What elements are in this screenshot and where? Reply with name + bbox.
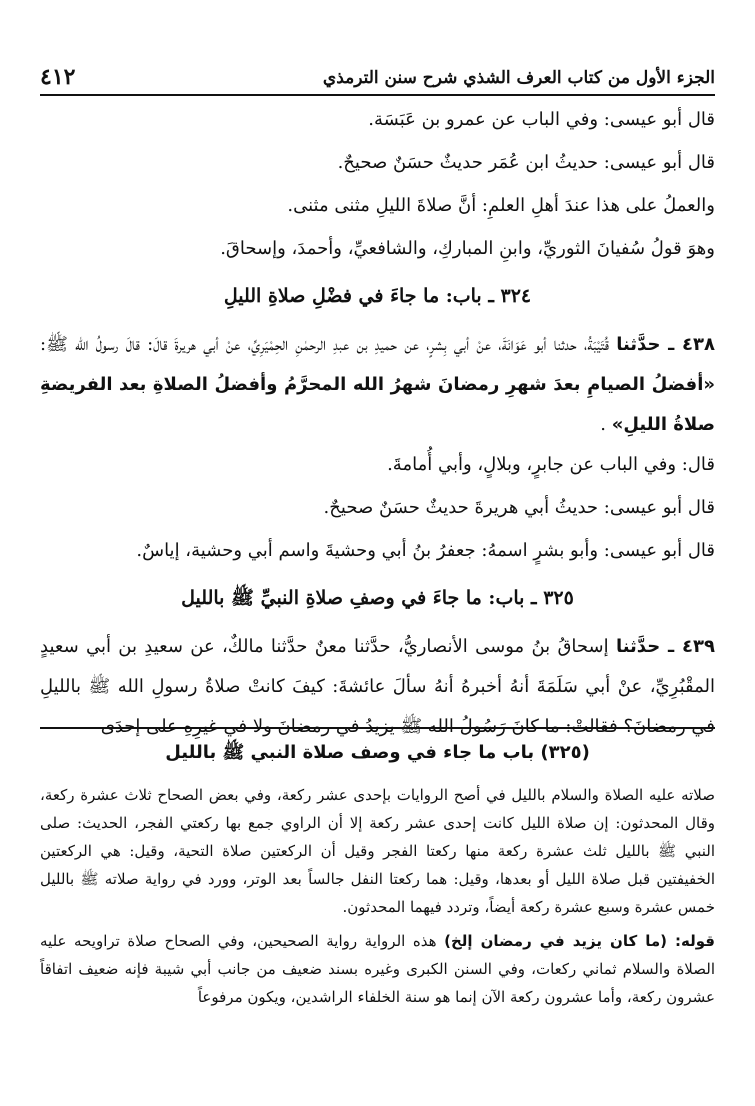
page-number: ٤١٢ xyxy=(40,64,76,90)
text-line: والعملُ على هذا عندَ أهلِ العلمِ: أنَّ صلاةَ الليلِ مثنى مثنى. xyxy=(287,195,715,216)
running-title: الجزء الأول من كتاب العرف الشذي شرح سنن الترمذي xyxy=(322,68,715,88)
hadith-quote: «أفضلُ الصيامِ بعدَ شهرِ رمضانَ شهرُ الله المحرَّمُ وأفضلُ الصلاةِ بعد الفريضةِ صلاةُ الليلِ» xyxy=(40,374,715,435)
text-line: قال أبو عيسى: وفي الباب عن عمرو بن عَبَسَة. xyxy=(368,109,715,130)
commentary-text: هذه الرواية رواية الصحيحين، وفي الصحاح صلاة تراويحه عليه الصلاة والسلام ثماني ركعات، وفي السنن الكبرى وغيره بسند ضعيف من جانب أبي شيبة فإنه ضعيف اتفاقاً عشرون ركعة، وأما عشرون ركعة الآن إنما هو سنة الخلفاء الراشدين، ويكون مرفوعاً xyxy=(40,932,715,1006)
commentary-paragraph: صلاته عليه الصلاة والسلام بالليل في أصح الروايات بإحدى عشر ركعة، وفي بعض الصحاح ثلاث عشرة ركعة، وقال المحدثون: إن صلاة الليل كانت إحدى عشر ركعة إلا أن الراوي جمع بها ركعتي الفجر، الحديث: صلى النبي ﷺ بالليل ثلث عشرة ركعة منها ركعتا الفجر وقيل أن الركعتين صلاة التحية، وقيل: هي الركعتين الخفيفتين قبل صلاة الليل أو بعدها، وقيل: هما ركعتا النفل جالساً بعد الوتر، وورد في رواية صلاته ﷺ بالليل خمس عشرة وسبع عشرة ركعة أيضاً، وتردد فيهما المحدثون. xyxy=(40,786,715,916)
page-header xyxy=(40,60,715,96)
text-line: قال أبو عيسى: حديثُ أبي هريرةَ حديثٌ حسَنٌ صحيحٌ. xyxy=(323,497,715,518)
hadith-lead: ٤٣٨ ـ حدَّثنا xyxy=(616,334,715,355)
hadith-lead: ٤٣٩ ـ حدَّثنا xyxy=(615,636,715,657)
commentary-section xyxy=(40,735,715,1017)
hadith-body: قُتَيْبَةُ، حدثنا أبو عَوَانَةَ، عنْ أبي بِشرٍ، عن حميدِ بن عبدِ الرحمٰنِ الحِمْيَرِيِّ، عنْ أبي هريرةَ قالَ: قالَ رسولُ الله ﷺ: xyxy=(40,334,609,355)
text-line: وهوَ قولُ سُفيانَ الثوريِّ، وابنِ المباركِ، والشافعيِّ، وأحمدَ، وإسحاقَ. xyxy=(220,238,715,259)
hadith-body: إسحاقُ بنُ موسى الأنصاريُّ، حدَّثنا معنٌ حدَّثنا مالكٌ، عن سعيدِ بن أبي سعيدٍ المقْبُرِيِّ، عنْ أبي سَلَمَةَ أنهُ أخبرهُ أنهُ سألَ عائشةَ: كيفَ كانتْ صلاةُ رسولِ الله ﷺ بالليلِ في رمضانَ؟ فقالتْ: ما كانَ رَسُولُ الله ﷺ يزيدُ في رمضانَ ولا في غيرِهِ على إحدَى xyxy=(40,636,715,737)
hadith-439 xyxy=(40,627,715,747)
commentary-title: (٣٢٥) باب ما جاء في وصف صلاة النبي ﷺ بالليل xyxy=(165,742,590,763)
main-text xyxy=(40,108,715,747)
chapter-heading-324: ٣٢٤ ـ باب: ما جاءَ في فضْلِ صلاةِ الليلِ xyxy=(223,285,532,307)
text-line: قال: وفي الباب عن جابرٍ، وبلالٍ، وأبي أُمامةَ. xyxy=(387,454,715,475)
commentary-quote: قوله: (ما كان يزيد في رمضان إلخ) xyxy=(444,932,715,950)
hadith-438 xyxy=(40,325,715,445)
chapter-heading-325: ٣٢٥ ـ باب: ما جاءَ في وصفِ صلاةِ النبيِّ ﷺ بالليل xyxy=(181,587,574,609)
hadith-end: . xyxy=(600,414,606,435)
commentary-paragraph xyxy=(40,927,715,1011)
text-line: قال أبو عيسى: حديثُ ابن عُمَر حديثٌ حسَنٌ صحيحٌ. xyxy=(337,152,715,173)
text-line: قال أبو عيسى: وأبو بشرٍ اسمهُ: جعفرُ بنُ أبي وحشيةَ واسم أبي وحشية، إياسٌ. xyxy=(136,540,715,561)
footnote-divider xyxy=(40,727,715,729)
